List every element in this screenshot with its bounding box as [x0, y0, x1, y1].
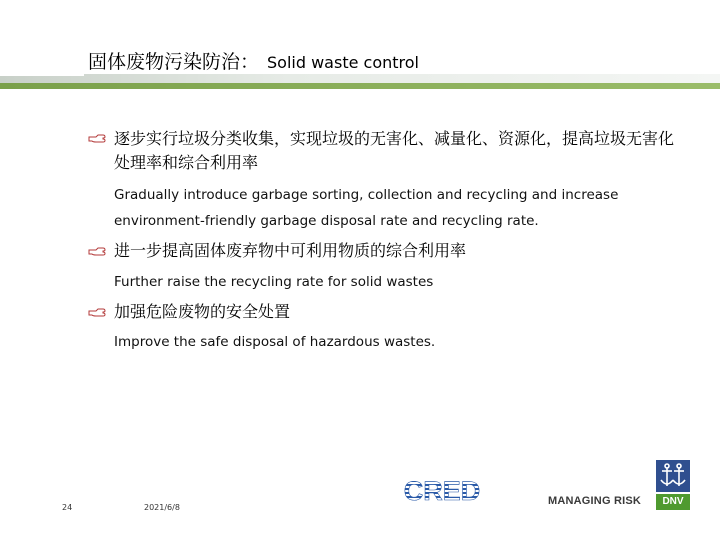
- managing-risk-label: MANAGING RISK: [548, 495, 642, 507]
- dnv-logo-icon: [656, 460, 690, 492]
- header-band-green: [0, 83, 720, 89]
- cred-logo: [398, 476, 486, 506]
- svg-text:CRED: CRED: [403, 476, 481, 506]
- pointing-hand-icon: [88, 246, 106, 258]
- header-band-notch: [0, 72, 84, 76]
- bullet-1-english-line1: Gradually introduce garbage sorting, collection and recycling and increase: [114, 187, 619, 203]
- title-chinese: 固体废物污染防治：: [88, 51, 260, 73]
- slide-title: [88, 47, 419, 77]
- bullet-1-english-line2: environment-friendly garbage disposal rate and recycling rate.: [114, 213, 539, 229]
- page-number: 24: [62, 503, 73, 512]
- bullet-3-chinese: 加强危险废物的安全处置: [114, 302, 291, 321]
- title-english: Solid waste control: [267, 53, 419, 72]
- dnv-logo-text: DNV: [656, 494, 690, 510]
- bullet-1-chinese: 逐步实行垃圾分类收集，实现垃圾的无害化、减量化、资源化，提高垃圾无害化处理率和综合利用率: [114, 129, 675, 172]
- header-band-grey: [0, 74, 720, 83]
- bullet-3-english: Improve the safe disposal of hazardous wastes.: [114, 334, 436, 350]
- pointing-hand-icon: [88, 133, 106, 145]
- footer-date: 2021/6/8: [144, 503, 180, 512]
- bullet-2-english: Further raise the recycling rate for solid wastes: [114, 274, 434, 290]
- anchor-icon: [656, 460, 690, 492]
- bullet-2-chinese: 进一步提高固体废弃物中可利用物质的综合利用率: [114, 241, 467, 260]
- pointing-hand-icon: [88, 307, 106, 319]
